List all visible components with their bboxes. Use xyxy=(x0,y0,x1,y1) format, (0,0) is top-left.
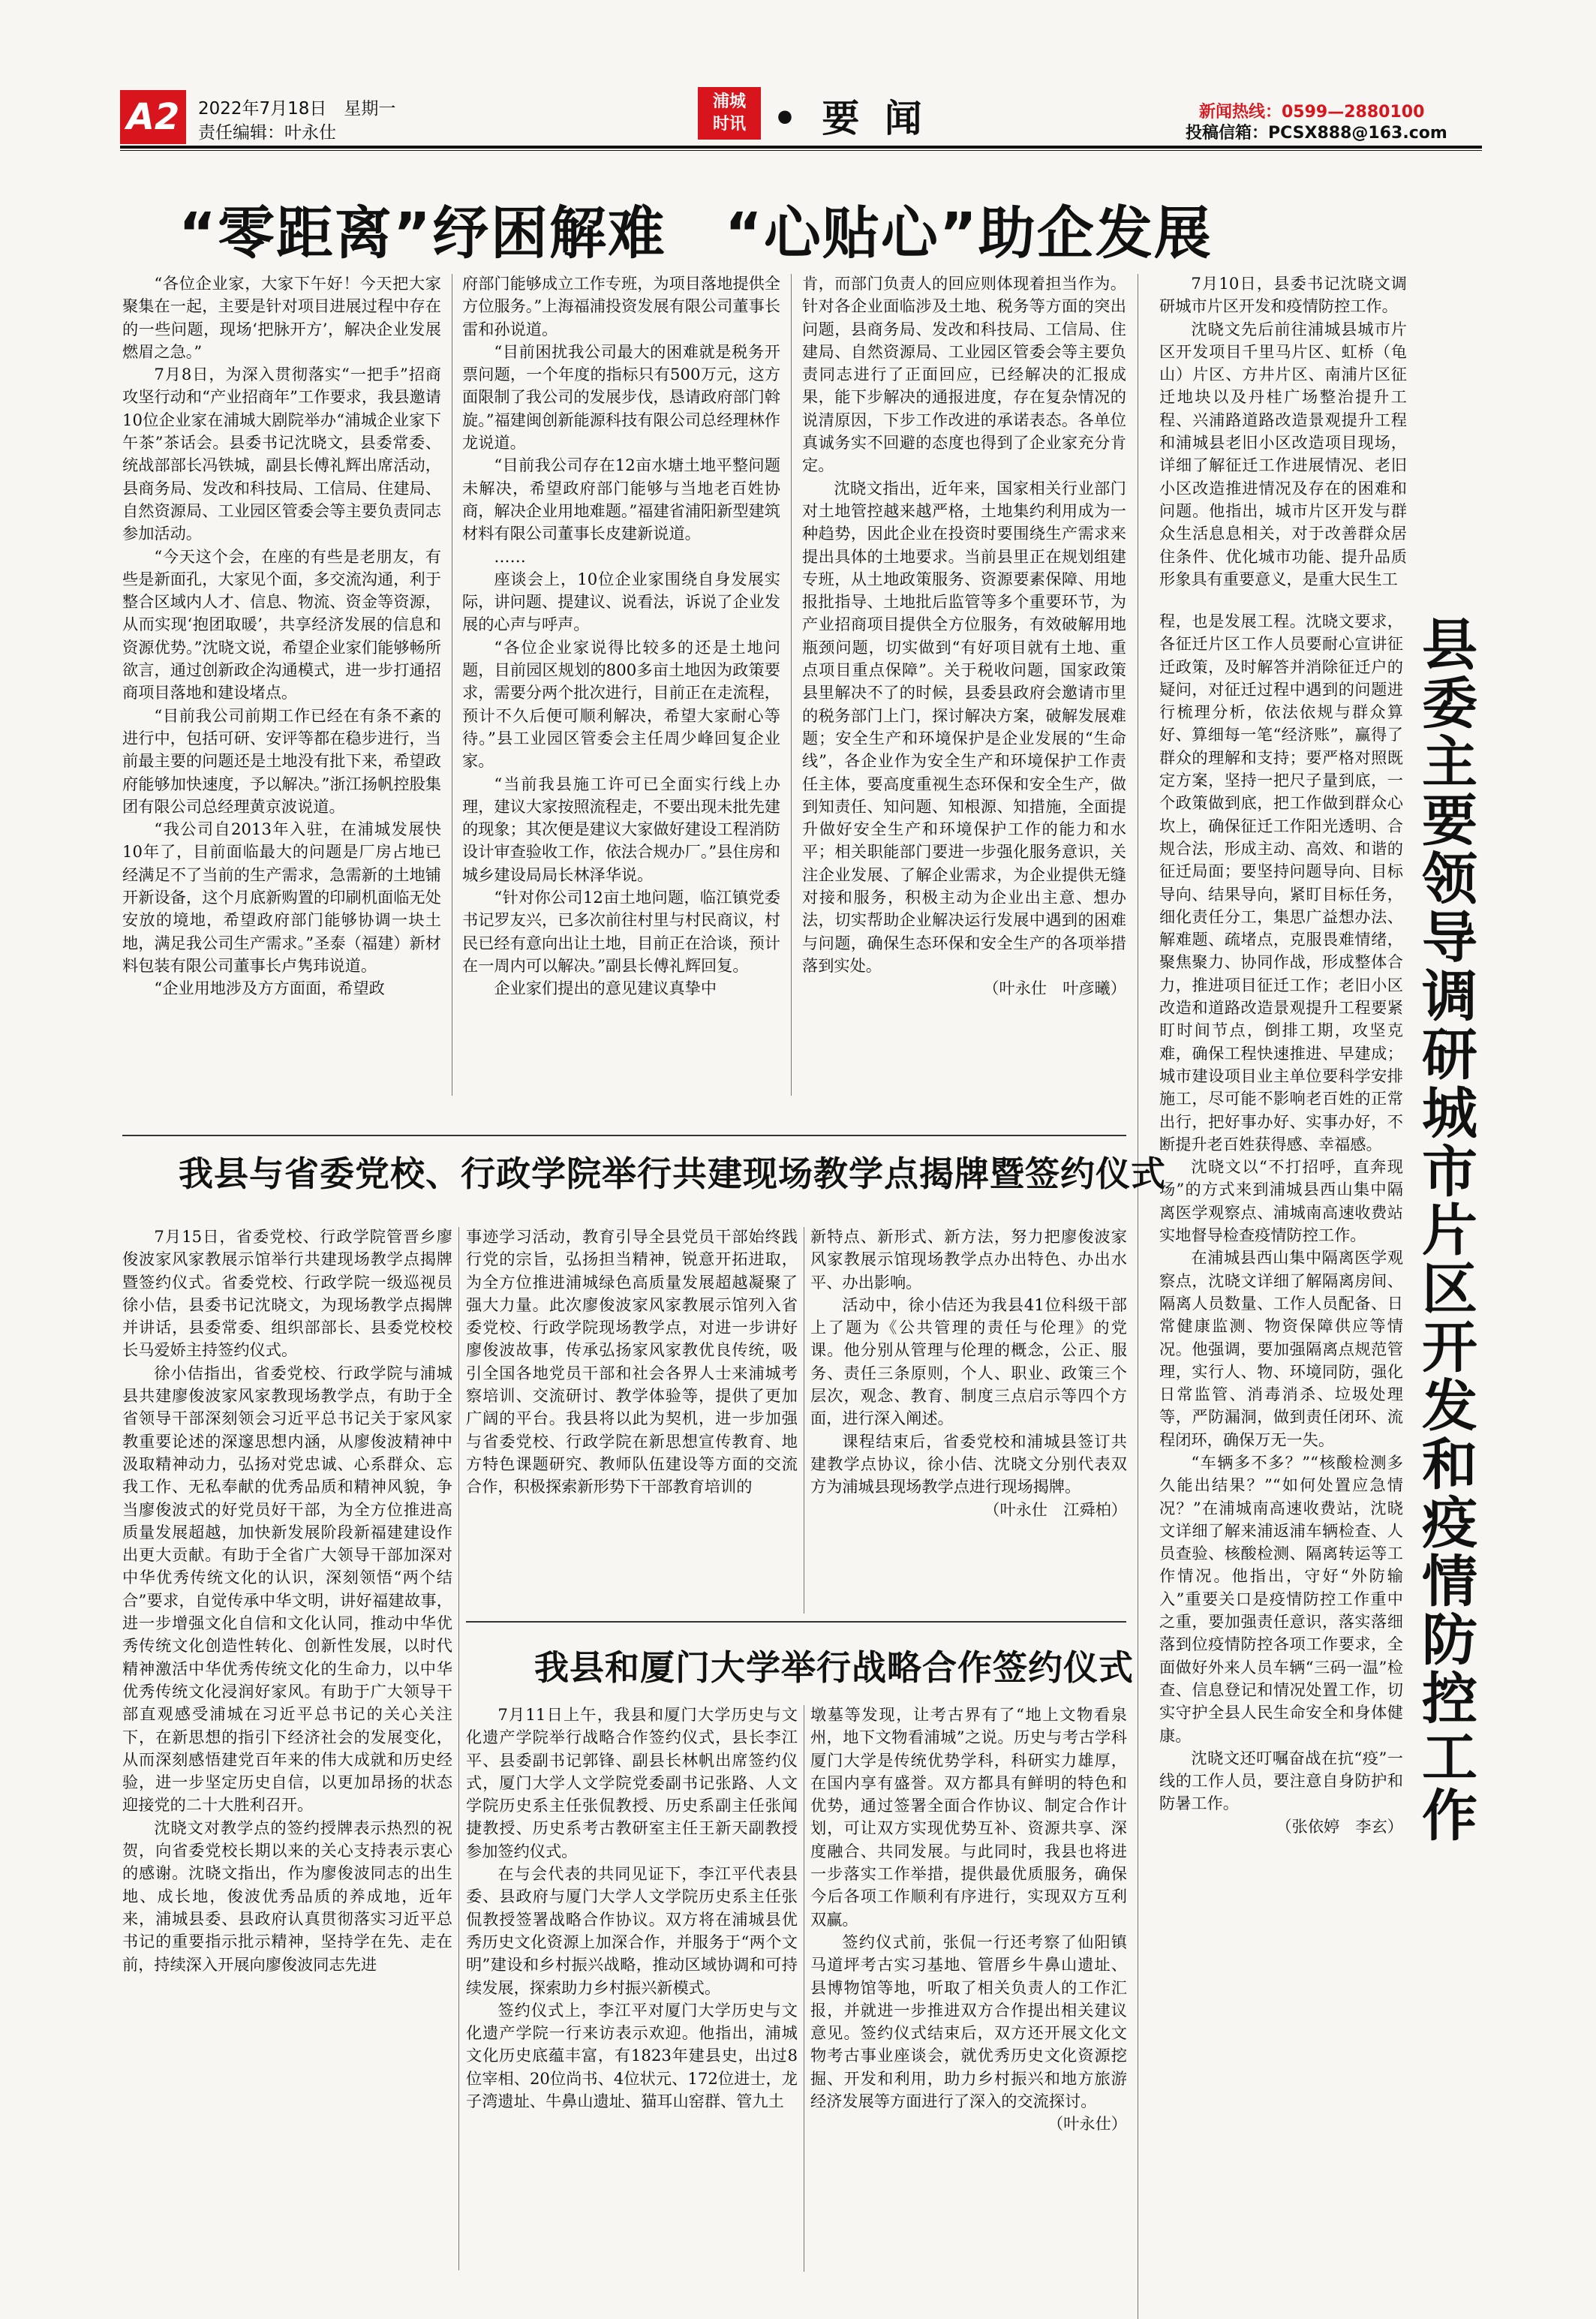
paragraph: “我公司自2013年入驻，在浦城发展快10年了，目前面临最大的问题是厂房占地已经满足不了当前的生产需求，急需新的土地铺开新设备，这个月底新购置的印刷机面临无处安放的境地，希望政府部门能够协调一块土地，满足我公司生产需求。”圣泰（福建）新材料包装有限公司董事长卢隽玮说道。 xyxy=(122,820,441,975)
paragraph: “目前我公司前期工作已经在有条不紊的进行中，包括可研、安评等都在稳步进行，当前最主要的问题还是土地没有批下来，希望政府能够加快速度，予以解决。”浙江扬帆控股集团有限公司总经理黄京波说道。 xyxy=(122,705,441,816)
paragraph: “目前我公司存在12亩水塘土地平整问题未解决，希望政府部门能够与当地老百姓协商，解决企业用地难题。”福建省浦阳新型建筑材料有限公司董事长皮建新说道。 xyxy=(462,456,780,543)
paragraph: 企业家们提出的意见建议真挚中 xyxy=(494,979,717,998)
article1-byline: （叶永仕 叶彦曦） xyxy=(983,979,1126,998)
header-rule xyxy=(120,146,1482,149)
brand-bottom: 时讯 xyxy=(712,115,746,134)
article4-headline: 县委主要领导调研城市片区开发和疫情防控工作 xyxy=(1413,615,1477,1845)
article2-column-2 xyxy=(466,1226,798,1616)
article4-column-top xyxy=(1159,272,1407,610)
paragraph: 签约仪式上，李江平对厦门大学历史与文化遗产学院一行来访表示欢迎。他指出，浦城文化历史底蕴丰富，有1823年建县史，出过8位宰相、20位尚书、4位状元、172位进士，龙子湾遗址、牛鼻山遗址、猫耳山窑群、管九土 xyxy=(466,2000,798,2111)
paragraph: “当前我县施工许可已全面实行线上办理，建议大家按照流程走，不要出现未批先建的现象；其次便是建议大家做好建设工程消防设计审查验收工作，依法合规办厂。”县住房和城乡建设局局长林泽华说。 xyxy=(462,774,780,884)
paragraph: 沈晓文指出，近年来，国家相关行业部门对土地管控越来越严格，土地集约利用成为一种趋势，因此企业在投资时要围绕生产需求来提出具体的土地要求。当前县里正在规划组建专班，从土地政策服务、资源要素保障、用地报批指导、土地批后监管等多个重要环节，为产业招商项目提供全方位服务，有效破解用地瓶颈问题，切实做到“有好项目就有土地、重点项目重点保障”。关于税收问题，国家政策县里解决不了的时候，县委县政府会邀请市里的税务部门上门，探讨解决方案，破解发展难题；安全生产和环境保护是企业发展的“生命线”，各企业作为安全生产和环境保护工作责任主体，要高度重视生态环保和安全生产，做到知责任、知问题、知根源、知措施，全面提升做好安全生产和环境保护工作的能力和水平；相关职能部门要进一步强化服务意识，关注企业发展、了解企业需求，为企业提供无缝对接和服务，积极主动为企业出主意、想办法，切实帮助企业解决运行发展中遇到的困难与问题，确保生态环保和安全生产的各项举措落到实处。 xyxy=(802,478,1126,975)
article2-column-1 xyxy=(122,1226,452,2272)
article-divider xyxy=(122,1135,1126,1136)
paragraph: 肯，而部门负责人的回应则体现着担当作为。针对各企业面临涉及土地、税务等方面的突出问题，县商务局、发改和科技局、工信局、住建局、自然资源局、工业园区管委会等主要负责同志进行了正面回应，已经解决的汇报成果，能下步解决的通报进度，存在复杂情况的说清原因，下步工作改进的承诺表态。各单位真诚务实不回避的态度也得到了企业家充分肯定。 xyxy=(802,274,1126,475)
paragraph: 课程结束后，省委党校和浦城县签订共建教学点协议，徐小佶、沈晓文分别代表双方为浦城县现场教学点进行现场揭牌。 xyxy=(810,1431,1127,1496)
article1-column-3 xyxy=(802,272,1126,1099)
news-hotline: 新闻热线：0599—2880100 xyxy=(1199,103,1425,122)
newspaper-brand-logo xyxy=(698,87,761,140)
article4-column-bottom xyxy=(1159,610,1403,2276)
article4-byline: （张依婷 李玄） xyxy=(1276,1816,1403,1836)
paragraph: 沈晓文对教学点的签约授牌表示热烈的祝贺，向省委党校长期以来的关心支持表示衷心的感谢。沈晓文指出，作为廖俊波同志的出生地、成长地，俊波优秀品质的养成地，近年来，浦城县委、县政府认真贯彻落实习近平总书记的重要指示批示精神，坚持学在先、走在前，持续深入开展向廖俊波同志先进 xyxy=(122,1818,452,1974)
paragraph: “目前困扰我公司最大的困难就是税务开票问题，一个年度的指标只有500万元，这方面限制了我公司的发展步伐，恳请政府部门斡旋。”福建闽创新能源科技有限公司总经理林作龙说道。 xyxy=(462,341,780,453)
article3-byline: （叶永仕） xyxy=(1047,2114,1127,2134)
paragraph: 府部门能够成立工作专班，为项目落地提供全方位服务。”上海福浦投资发展有限公司董事长雷和孙说道。 xyxy=(462,274,780,338)
paragraph: 新特点、新形式、新方法，努力把廖俊波家风家教展示馆现场教学点办出特色、办出水平、办出影响。 xyxy=(810,1227,1127,1292)
article-divider xyxy=(466,1621,1126,1623)
paragraph: 沈晓文还叮嘱奋战在抗“疫”一线的工作人员，要注意自身防护和防暑工作。 xyxy=(1159,1748,1403,1813)
paragraph: “各位企业家，大家下午好！今天把大家聚集在一起，主要是针对项目进展过程中存在的一些问题，现场‘把脉开方’，解决企业发展燃眉之急。” xyxy=(122,274,441,361)
paragraph: 7月8日，为深入贯彻落实“一把手”招商攻坚行动和“产业招商年”工作要求，我县邀请10位企业家在浦城大剧院举办“浦城企业家下午茶”茶话会。县委书记沈晓文，县委常委、统战部部长冯铁城，副县长傅礼辉出席活动，县商务局、发改和科技局、工信局、住建局、自然资源局、工业园区管委会等主要负责同志参加活动。 xyxy=(122,365,441,543)
paragraph: “针对你公司12亩土地问题，临江镇党委书记罗友兴，已多次前往村里与村民商议，村民已经有意向出让土地，目前正在洽谈，预计在一周内可以解决。”副县长傅礼辉回复。 xyxy=(462,888,780,975)
paragraph: 签约仪式前，张侃一行还考察了仙阳镇马道坪考古实习基地、管厝乡牛鼻山遗址、县博物馆等地，听取了相关负责人的工作汇报，并就进一步推进双方合作提出相关建议意见。签约仪式结束后，双方还开展文化文物考古事业座谈会，就优秀历史文化资源挖掘、开发和利用，助力乡村振兴和地方旅游经济发展等方面进行了深入的交流探讨。 xyxy=(810,1932,1127,2111)
editor-line: 责任编辑：叶永仕 xyxy=(198,123,336,143)
paragraph: 座谈会上，10位企业家围绕自身发展实际，讲问题、提建议、说看法，诉说了企业发展的心声与呼声。 xyxy=(462,569,780,634)
paragraph: 徐小佶指出，省委党校、行政学院与浦城县共建廖俊波家风家教现场教学点，有助于全省领导干部深刻领会习近平总书记关于家风家教重要论述的深邃思想内涵，从廖俊波精神中汲取精神动力，弘扬对党忠诚、心系群众、忘我工作、无私奉献的优秀品质和精神风貌，争当廖俊波式的好党员好干部，为全方位推进高质量发展超越，加快新发展阶段新福建建设作出更大贡献。有助于全省广大领导干部加深对中华优秀传统文化的认识，深刻领悟“两个结合”要求，自觉传承中华文明，讲好福建故事，进一步增强文化自信和文化认同，推动中华优秀传统文化创造性转化、创新性发展，以时代精神激活中华优秀传统文化的生命力，以中华优秀传统文化浸润好家风。有助于广大领导干部直观感受浦城在习近平总书记的关心关注下，在新思想的指引下经济社会的发展变化，从而深刻感悟建党百年来的伟大成就和历史经验，进一步坚定历史自信，以更加昂扬的状态迎接党的二十大胜利召开。 xyxy=(122,1363,452,1815)
paragraph: “车辆多不多？”“核酸检测多久能出结果？”“如何处置应急情况？”在浦城南高速收费站，沈晓文详细了解来浦返浦车辆检查、人员查验、核酸检测、隔离转运等工作情况。他指出，守好“外防输入”重要关口是疫情防控工作重中之重，要加强责任意识，落实落细落到位疫情防控各项工作要求，全面做好外来人员车辆“三码一温”检查、信息登记和情况处置工作，切实守护全县人民生命安全和身体健康。 xyxy=(1159,1452,1403,1745)
column-divider xyxy=(791,274,792,1096)
paragraph: …… xyxy=(494,546,526,566)
article3-column-1 xyxy=(466,1704,798,2274)
article3-column-2 xyxy=(810,1704,1127,2274)
paragraph: 7月10日，县委书记沈晓文调研城市片区开发和疫情防控工作。 xyxy=(1159,274,1407,316)
paragraph: 程，也是发展工程。沈晓文要求，各征迁片区工作人员要耐心宣讲征迁政策，及时解答并消除征迁户的疑问，对征迁过程中遇到的问题进行梳理分析，依法依规与群众算好、算细每一笔“经济账”，赢得了群众的理解和支持；要严格对照既定方案，坚持一把尺子量到底，一个政策做到底，把工作做到群众心坎上，确保征迁工作阳光透明、合规合法，形成主动、高效、和谐的征迁局面；要坚持问题导向、目标导向、结果导向，紧盯目标任务，细化责任分工，集思广益想办法、解难题、疏堵点，克服畏难情绪，聚焦聚力、协同作战，形成整体合力，推进项目征迁工作；老旧小区改造和道路改造景观提升工程要紧盯时间节点，倒排工期，攻坚克难，确保工程快速推进、早建成；城市建设项目业主单位要科学安排施工，尽可能不影响老百姓的正常出行，把好事办好、实事办好，不断提升老百姓获得感、幸福感。 xyxy=(1159,612,1403,1153)
article2-byline: （叶永仕 江舜柏） xyxy=(984,1499,1127,1519)
article2-headline: 我县与省委党校、行政学院举行共建现场教学点揭牌暨签约仪式 xyxy=(179,1153,1166,1194)
paragraph: 在与会代表的共同见证下，李江平代表县委、县政府与厦门大学人文学院历史系主任张侃教授签署战略合作协议。双方将在浦城县优秀历史文化资源上加深合作，并服务于“两个文明”建设和乡村振兴战略，推动区域协调和可持续发展，探索助力乡村振兴新模式。 xyxy=(466,1864,798,1997)
paragraph: 在浦城县西山集中隔离医学观察点，沈晓文详细了解隔离房间、隔离人员数量、工作人员配备、日常健康监测、物资保障供应等情况。他强调，要加强隔离点规范管理，实行人、物、环境同防，强化日常监管、消毒消杀、垃圾处理等，严防漏洞，做到责任闭环、流程闭环，确保万无一失。 xyxy=(1159,1248,1403,1449)
article1-column-2 xyxy=(462,272,780,1099)
paragraph: 活动中，徐小佶还为我县41位科级干部上了题为《公共管理的责任与伦理》的党课。他分别从管理与伦理的概念，公正、服务、责任三条原则，个人、职业、政策三个层次，观念、教育、制度三点启示等四个方面，进行深入阐述。 xyxy=(810,1295,1127,1428)
paragraph: 事迹学习活动，教育引导全县党员干部始终践行党的宗旨，弘扬担当精神，锐意开拓进取，为全方位推进浦城绿色高质量发展超越凝聚了强大力量。此次廖俊波家风家教展示馆列入省委党校、行政学院现场教学点，对进一步讲好廖俊波故事，传承弘扬家风家教优良传统，吸引全国各地党员干部和社会各界人士来浦城考察培训、交流研讨、教学体验等，提供了更加广阔的平台。我县将以此为契机，进一步加强与省委党校、行政学院在新思想宣传教育、地方特色课题研究、教师队伍建设等方面的交流合作，积极探索新形势下干部教育培训的 xyxy=(466,1227,798,1496)
brand-top: 浦城 xyxy=(712,92,746,111)
paragraph: “企业用地涉及方方面面，希望政 xyxy=(154,979,385,998)
article2-column-3 xyxy=(810,1226,1127,1616)
article1-headline: “零距离”纾困解难 “心贴心”助企发展 xyxy=(179,200,1213,266)
article3-headline: 我县和厦门大学举行战略合作签约仪式 xyxy=(534,1647,1134,1688)
paragraph: 7月11日上午，我县和厦门大学历史与文化遗产学院举行战略合作签约仪式，县长李江平、县委副书记郭锋、副县长林帆出席签约仪式，厦门大学人文学院党委副书记张路、人文学院历史系主任张侃教授、历史系副主任张闻捷教授、历史系考古教研室主任王新天副教授参加签约仪式。 xyxy=(466,1705,798,1860)
paragraph: 沈晓文先后前往浦城县城市片区开发项目千里马片区、虹桥（龟山）片区、方井片区、南浦片区征迁地块以及丹桂广场整治提升工程、兴浦路道路改造景观提升工程和浦城县老旧小区改造项目现场，详细了解征迁工作进展情况、老旧小区改造推进情况及存在的困难和问题。他指出，城市片区开发与群众生活息息相关，对于改善群众居住条件、优化城市功能、提升品质形象具有重要意义，是重大民生工 xyxy=(1159,319,1407,588)
paragraph: “各位企业家说得比较多的还是土地问题，目前园区规划的800多亩土地因为政策要求，需要分两个批次进行，目前正在走流程，预计不久后便可顺利解决，希望大家耐心等待。”县工业园区管委会主任周少峰回复企业家。 xyxy=(462,637,780,771)
section-title: • 要 闻 xyxy=(773,97,928,140)
article1-column-1 xyxy=(122,272,441,1099)
paragraph: 沈晓文以“不打招呼，直奔现场”的方式来到浦城县西山集中隔离医学观察点、浦城南高速收费站实地督导检查疫情防控工作。 xyxy=(1159,1157,1403,1245)
submission-email: 投稿信箱：PCSX888@163.com xyxy=(1186,124,1447,143)
date-line: 2022年7月18日 星期一 xyxy=(198,99,396,119)
page-number-badge: A2 xyxy=(120,90,186,144)
paragraph: 7月15日，省委党校、行政学院管晋乡廖俊波家风家教展示馆举行共建现场教学点揭牌暨签约仪式。省委党校、行政学院一级巡视员徐小佶，县委书记沈晓文，为现场教学点揭牌并讲话，县委常委、组织部部长、县委党校校长马爱娇主持签约仪式。 xyxy=(122,1227,452,1360)
paragraph: “今天这个会，在座的有些是老朋友，有些是新面孔，大家见个面，多交流沟通，利于整合区域内人才、信息、物流、资金等资源，从而实现‘抱团取暖’，共享经济发展的信息和资源优势。”沈晓文说，希望企业家们能够畅所欲言，通过创新政企沟通模式，进一步打通招商项目落地和建设堵点。 xyxy=(122,546,441,702)
header-rule-thin xyxy=(120,150,1482,151)
column-divider xyxy=(458,1227,459,2270)
paragraph: 墩墓等发现，让考古界有了“地上文物看泉州，地下文物看浦城”之说。历史与考古学科厦门大学是传统优势学科，科研实力雄厚，在国内享有盛誉。双方都具有鲜明的特色和优势，通过签署全面合作协议、制定合作计划，可让双方实现优势互补、资源共享、深度融合、共同发展。与此同时，我县也将进一步落实工作举措，提供最优质服务，确保今后各项工作顺利有序进行，实现双方互利双赢。 xyxy=(810,1705,1127,1929)
